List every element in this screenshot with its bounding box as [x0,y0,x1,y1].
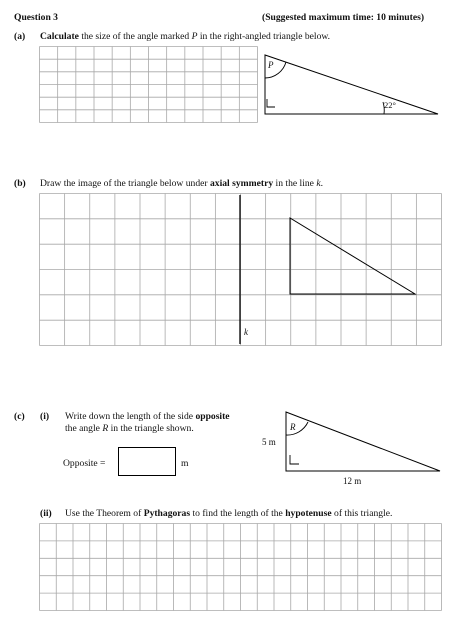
part-c-i-var: R [102,423,109,434]
grid-c[interactable] [39,523,442,611]
part-c-ii-bold2: hypotenuse [285,508,332,519]
part-c-i-text2: the angle [65,423,100,434]
part-c-i-text1: Write down the length of the side [65,411,194,422]
part-c-i-text3: in the triangle shown. [110,423,194,434]
part-c-ii-label: (ii) [40,508,52,519]
side-5m-label: 5 m [262,437,276,447]
part-b-text3: . [320,178,323,189]
grid-a[interactable] [39,46,258,123]
part-a-text2: in the right-angled triangle below. [199,31,331,42]
time-note: (Suggested maximum time: 10 minutes) [262,12,425,23]
part-c-i-bold: opposite [195,411,230,422]
line-k-label: k [244,327,248,337]
part-a-label: (a) [14,31,26,42]
part-c-i-line1 [65,411,230,422]
opposite-answer-box[interactable] [118,447,176,476]
part-b-text2: in the line [275,178,314,189]
part-b-label: (b) [14,178,26,189]
opposite-unit: m [181,458,189,469]
opposite-label: Opposite = [63,458,106,469]
part-c-ii-text3: of this triangle. [334,508,393,519]
angle-p-label: P [268,60,274,70]
part-c-ii-bold1: Pythagoras [143,508,191,519]
part-c-ii-instruction [65,508,392,519]
figure-b [39,193,442,346]
part-c-ii-text2: to find the length of the [192,508,283,519]
part-a-var: P [191,31,198,42]
angle-22-label: 22° [384,100,396,110]
part-c-label: (c) [14,411,25,422]
question-title: Question 3 [14,12,58,23]
triangle-b [290,218,415,294]
triangle-a [262,52,442,118]
part-a-instruction [40,31,330,42]
part-a-text1: the size of the angle marked [81,31,190,42]
part-c-ii-text1: Use the Theorem of [65,508,142,519]
triangle-c [284,410,444,474]
part-a-verb: Calculate [40,31,79,42]
part-c-i-line2 [65,423,194,434]
part-b-instruction [40,178,323,189]
side-12m-label: 12 m [343,476,362,486]
part-b-var: k [316,178,321,189]
part-b-bold: axial symmetry [209,178,274,189]
part-b-text1: Draw the image of the triangle below under [40,178,208,189]
angle-r-label: R [290,422,296,432]
part-c-i-label: (i) [40,411,50,422]
